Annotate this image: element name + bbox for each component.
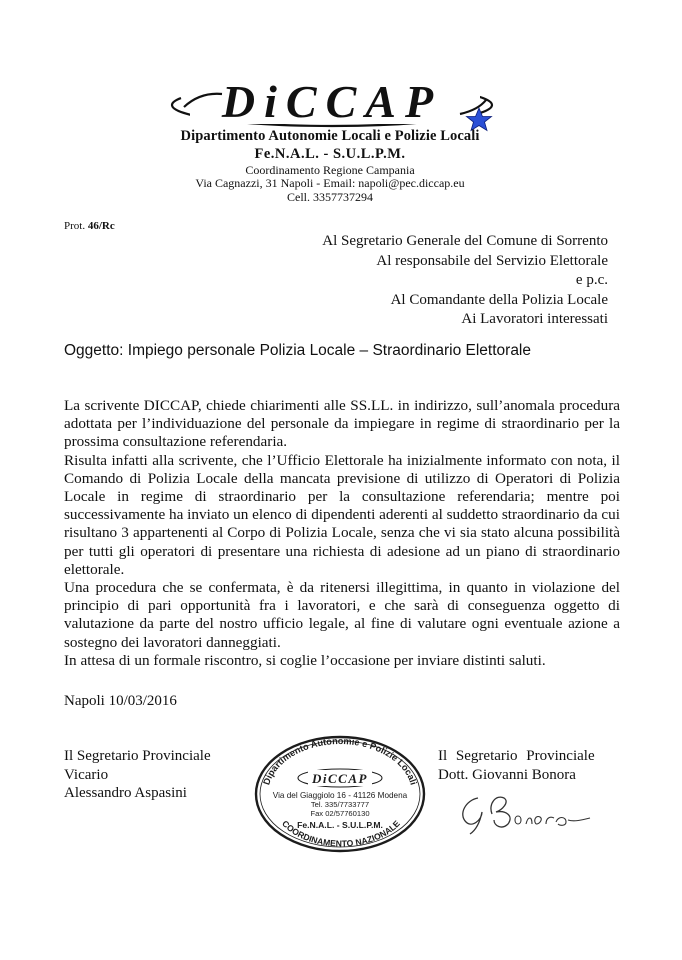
stamp-union: Fe.N.A.L. - S.U.L.P.M. [297,820,383,830]
body-paragraph: Risulta infatti alla scrivente, che l’Ufficio Elettorale ha inizialmente informato con nota, il Comando di Polizia Locale della mancata previsione di utilizzo di Operatori di Polizia Locale in regime di straordinario per la consultazione referendaria; mentre poi successivamente ha inviato un elenco di dipendenti aderenti al suddetto straordinario da cui risultano 3 appartenenti al Corpo di Polizia Locale, senza che vi sia stato alcuna possibilità per tutti gli operatori di presentare una richiesta di adesione ad un piano di straordinario elettorale. [64,451,620,578]
letterhead-address: Via Cagnazzi, 31 Napoli - Email: napoli@pec.diccap.eu [195,176,465,190]
letter-body [64,397,620,670]
subject-line: Oggetto: Impiego personale Polizia Locale – Straordinario Elettorale [64,342,531,359]
recipient-line: e p.c. [575,272,608,288]
stamp-address: Via del Giaggiolo 16 - 41126 Modena [272,791,408,800]
letterhead-cell: Cell. 3357737294 [287,190,373,204]
letterhead-union: Fe.N.A.L. - S.U.L.P.M. [254,146,406,162]
letterhead-coordination: Coordinamento Regione Campania [245,163,415,177]
letter-date: Napoli 10/03/2016 [64,693,177,709]
stamp-bottom-text: COORDINAMENTO NAZIONALE [280,818,402,849]
signer-name: Dott. Giovanni Bonora [438,766,576,783]
recipients-block [322,232,608,330]
official-stamp [252,732,428,854]
signer-role: Il Segretario Provinciale [64,748,211,764]
protocol-number [64,220,115,232]
body-paragraph: Una procedura che se confermata, è da ritenersi illegittima, in quanto in violazione del principio di pari opportunità fra i lavoratori, e che sarà di conseguenza oggetto di valutazione da parte del nostro ufficio legale, al fine di valutare ogni eventuale azione a sostegno dei lavoratori danneggiati. [64,579,620,651]
letterhead-name: Dipartimento Autonomie Locali e Polizie Locali [180,128,480,144]
recipient-line: Ai Lavoratori interessati [461,311,608,327]
signer-name: Alessandro Aspasini [64,785,187,801]
protocol-label: Prot. [64,220,86,232]
stamp-tel: Tel. 335/7733777 [310,800,370,809]
handwritten-signature [456,786,598,836]
stamp-top-text: Dipartimento Autonomie e Polizie Locali [261,735,419,787]
logo-wordmark: DiCCAP [221,76,443,127]
protocol-value: 46/Rc [87,220,115,232]
recipient-line: Al Segretario Generale del Comune di Sorrento [322,233,608,249]
signature-block-left [64,747,211,803]
recipient-line: Al responsabile del Servizio Elettorale [376,252,608,269]
recipient-line: Al Comandante della Polizia Locale [390,291,608,308]
signer-qualifier: Vicario [64,766,109,783]
body-paragraph: La scrivente DICCAP, chiede chiarimenti alle SS.LL. in indirizzo, sull’anomala procedura adottata per l’individuazione del personale da impiegare in regime di straordinario per la prossima consultazione referendaria. [64,397,620,451]
body-paragraph: In attesa di un formale riscontro, si coglie l’occasione per inviare distinti saluti. [64,651,546,669]
signer-role: Il Segretario Provinciale [438,748,595,764]
signature-block-right [438,747,595,784]
stamp-fax: Fax 02/57760130 [310,809,370,818]
stamp-logo: DiCCAP [312,771,368,786]
